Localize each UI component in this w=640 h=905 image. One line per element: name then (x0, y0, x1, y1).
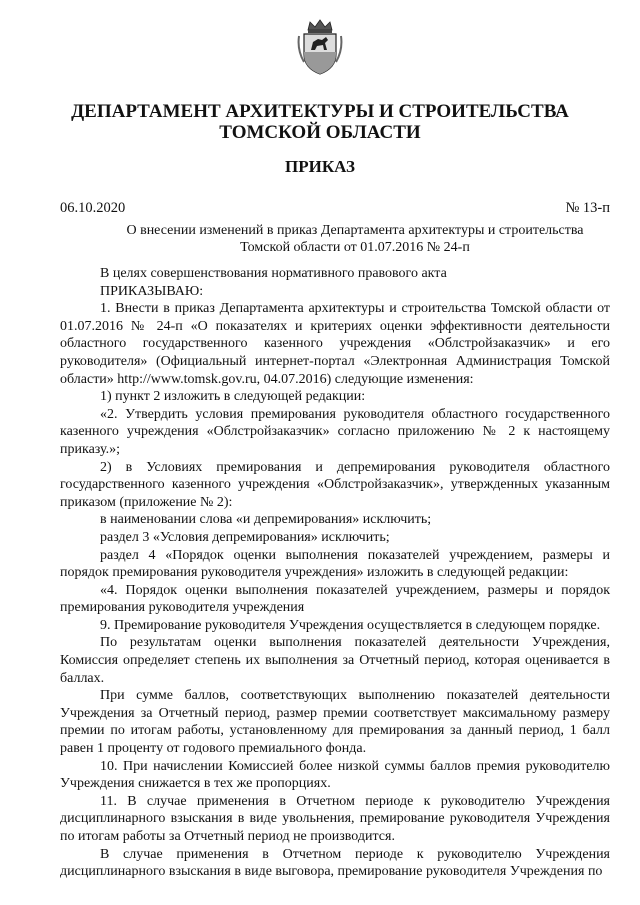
paragraph: 11. В случае применения в Отчетном периоде к руководителю Учреждения дисциплинарного взыскания в виде увольнения, премирование руководителя Учреждения по итогам работы за Отчетный период не производится. (60, 793, 610, 844)
paragraph: «4. Порядок оценки выполнения показателей учреждением, размеры и порядок премирования руководителя учреждения (60, 582, 610, 616)
document-subject (100, 222, 610, 256)
paragraph: 10. При начислении Комиссией более низкой суммы баллов премия руководителю Учреждения снижается в тех же пропорциях. (60, 758, 610, 792)
organization-name-line1: ДЕПАРТАМЕНТ АРХИТЕКТУРЫ И СТРОИТЕЛЬСТВА (71, 101, 569, 122)
coat-of-arms-icon (296, 18, 344, 76)
paragraph: раздел 3 «Условия депремирования» исключить; (100, 529, 390, 545)
paragraph: «2. Утвердить условия премирования руководителя областного государственного казенного учреждения «Облстройзаказчик» согласно приложению № 2 к настоящему приказу.»; (60, 406, 610, 457)
paragraph: в наименовании слова «и депремирования» исключить; (100, 512, 432, 528)
document-number: № 13-п (565, 200, 610, 216)
paragraph: По результатам оценки выполнения показателей деятельности Учреждения, Комиссия определяет степень их выполнения за Отчетный период, которая оценивается в баллах. (60, 635, 610, 686)
paragraph: 2) в Условиях премирования и депремирования руководителя областного государственного казенного учреждения «Облстройзаказчик», утвержденных указанным приказом (приложение № 2): (60, 459, 610, 510)
paragraph: При сумме баллов, соответствующих выполнению показателей деятельности Учреждения за Отчетный период, размер премии соответствует максимальному размеру премии по итогам работы, установленному для премирования за данный период, 1 балл равен 1 проценту от годового премиального фонда. (60, 688, 610, 757)
subject-line-2: Томской области от 01.07.2016 № 24-п (240, 240, 470, 255)
paragraph: 9. Премирование руководителя Учреждения осуществляется в следующем порядке. (100, 617, 601, 633)
paragraph: В случае применения в Отчетном периоде к руководителю Учреждения дисциплинарного взыскания в виде выговора, премирование руководителя Учреждения по (60, 846, 610, 880)
paragraph: В целях совершенствования нормативного правового акта (100, 266, 447, 281)
document-type: ПРИКАЗ (285, 157, 355, 176)
paragraph: ПРИКАЗЫВАЮ: (100, 283, 204, 299)
paragraph: 1. Внести в приказ Департамента архитектуры и строительства Томской области от 01.07.2016 № 24-п «О показателях и критериях оценки эффективности деятельности областного государственного казенного учреждения «Облстройзаказчик» и его руководителя» (Официальный интернет-портал «Электронная Администрация Томской области» http://www.tomsk.gov.ru, 04.07.2016) следующие изменения: (60, 301, 610, 387)
paragraph: 1) пункт 2 изложить в следующей редакции: (100, 389, 366, 405)
document-date: 06.10.2020 (60, 200, 126, 216)
document-body (60, 265, 610, 881)
organization-name-line2: ТОМСКОЙ ОБЛАСТИ (219, 122, 421, 143)
paragraph: раздел 4 «Порядок оценки выполнения показателей учреждением, размеры и порядок премирования руководителя учреждения» изложить в следующей редакции: (60, 547, 610, 581)
subject-line-1: О внесении изменений в приказ Департамента архитектуры и строительства (126, 223, 584, 238)
